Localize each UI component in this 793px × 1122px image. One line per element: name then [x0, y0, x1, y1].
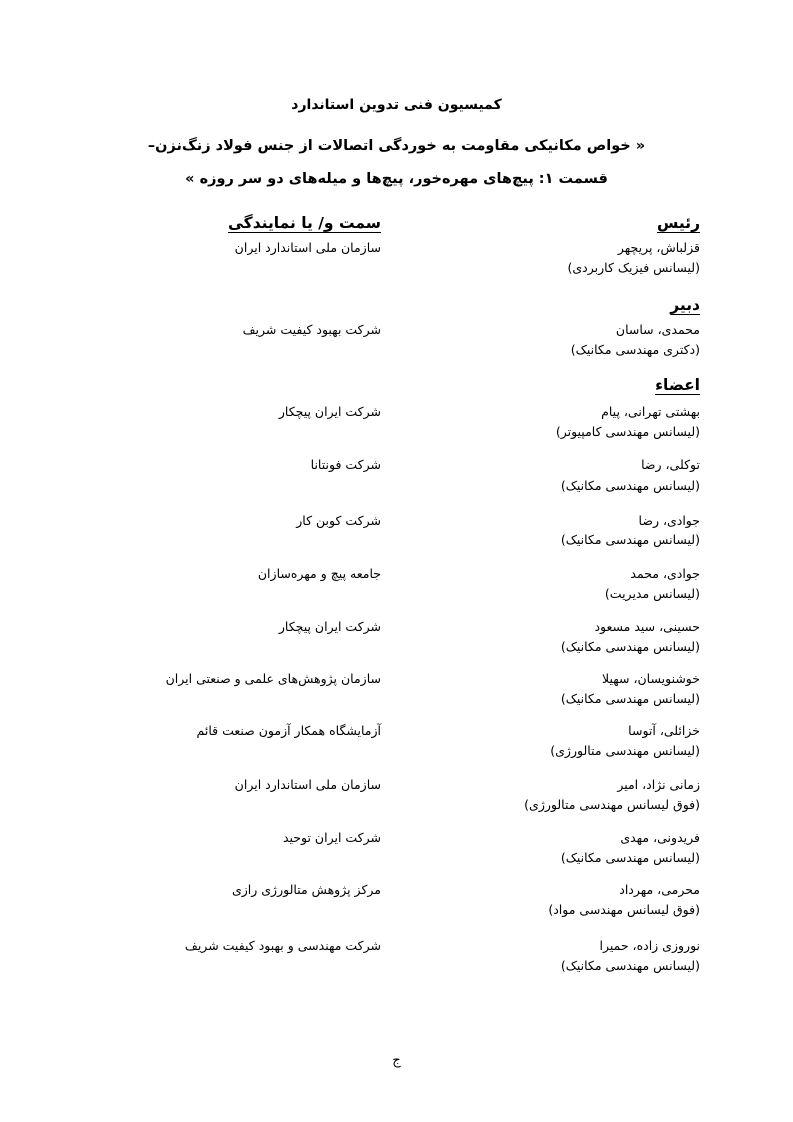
member-name: نوروزی زاده، حمیرا	[599, 938, 700, 953]
chair-name: قزلباش، پریچهر	[617, 240, 700, 255]
secretary-heading: دبیر	[670, 296, 700, 314]
member-degree: (لیسانس مهندسی مکانیک)	[560, 478, 700, 493]
member-organization: شرکت کوبن کار	[296, 513, 381, 528]
secretary-degree: (دکتری مهندسی مکانیک)	[570, 342, 700, 357]
member-organization: شرکت ایران توحید	[282, 830, 381, 845]
members-heading: اعضاء	[655, 376, 700, 394]
member-organization: شرکت ایران پیچکار	[278, 404, 381, 419]
standard-title-line-1: « خواص مکانیکی مقاومت به خوردگی اتصالات از جنس فولاد زنگ‌نزن–	[147, 138, 646, 154]
member-degree: (فوق لیسانس مهندسی مواد)	[548, 902, 700, 917]
member-name: محرمی، مهرداد	[619, 882, 700, 897]
member-organization: سازمان پژوهش‌های علمی و صنعتی ایران	[165, 671, 381, 686]
chair-degree: (لیسانس فیزیک کاربردی)	[567, 260, 700, 275]
page-number: ج	[392, 1053, 401, 1068]
member-name: خوشنویسان، سهیلا	[602, 671, 700, 686]
member-degree: (لیسانس مهندسی مکانیک)	[560, 691, 700, 706]
role-column-heading: سمت و/ یا نمایندگی	[228, 214, 381, 232]
member-degree: (لیسانس مهندسی کامپیوتر)	[555, 424, 700, 439]
member-degree: (لیسانس مهندسی مکانیک)	[560, 639, 700, 654]
member-degree: (فوق لیسانس مهندسی متالورژی)	[524, 797, 700, 812]
member-name: زمانی نژاد، امیر	[617, 777, 700, 792]
member-organization: سازمان ملی استاندارد ایران	[234, 777, 381, 792]
secretary-organization: شرکت بهبود کیفیت شریف	[242, 322, 381, 337]
chair-organization: سازمان ملی استاندارد ایران	[234, 240, 381, 255]
member-name: خزائلی، آتوسا	[628, 723, 700, 738]
commission-title: کمیسیون فنی تدوین استاندارد	[291, 97, 502, 113]
member-degree: (لیسانس مهندسی متالورژی)	[550, 743, 700, 758]
chair-heading: رئیس	[657, 214, 700, 232]
member-degree: (لیسانس مدیریت)	[604, 586, 700, 601]
member-name: جوادی، محمد	[630, 566, 700, 581]
member-organization: شرکت ایران پیچکار	[278, 619, 381, 634]
member-degree: (لیسانس مهندسی مکانیک)	[560, 958, 700, 973]
member-name: جوادی، رضا	[638, 513, 700, 528]
standard-title-line-2: قسمت ۱: پیچ‌های مهره‌خور، پیچ‌ها و میله‌های دو سر روزه »	[185, 171, 608, 187]
member-organization: آزمایشگاه همکار آزمون صنعت قائم	[196, 723, 381, 738]
member-degree: (لیسانس مهندسی مکانیک)	[560, 850, 700, 865]
member-organization: جامعه پیچ و مهره‌سازان	[257, 566, 381, 581]
member-organization: مرکز پژوهش متالورژی رازی	[231, 882, 381, 897]
member-name: بهشتی تهرانی، پیام	[601, 404, 700, 419]
secretary-name: محمدی، ساسان	[615, 322, 700, 337]
member-organization: شرکت مهندسی و بهبود کیفیت شریف	[184, 938, 381, 953]
member-name: حسینی، سید مسعود	[594, 619, 700, 634]
member-name: توکلی، رضا	[641, 457, 700, 472]
member-name: فریدونی، مهدی	[620, 830, 700, 845]
member-organization: شرکت فونتانا	[310, 457, 381, 472]
member-degree: (لیسانس مهندسی مکانیک)	[560, 532, 700, 547]
